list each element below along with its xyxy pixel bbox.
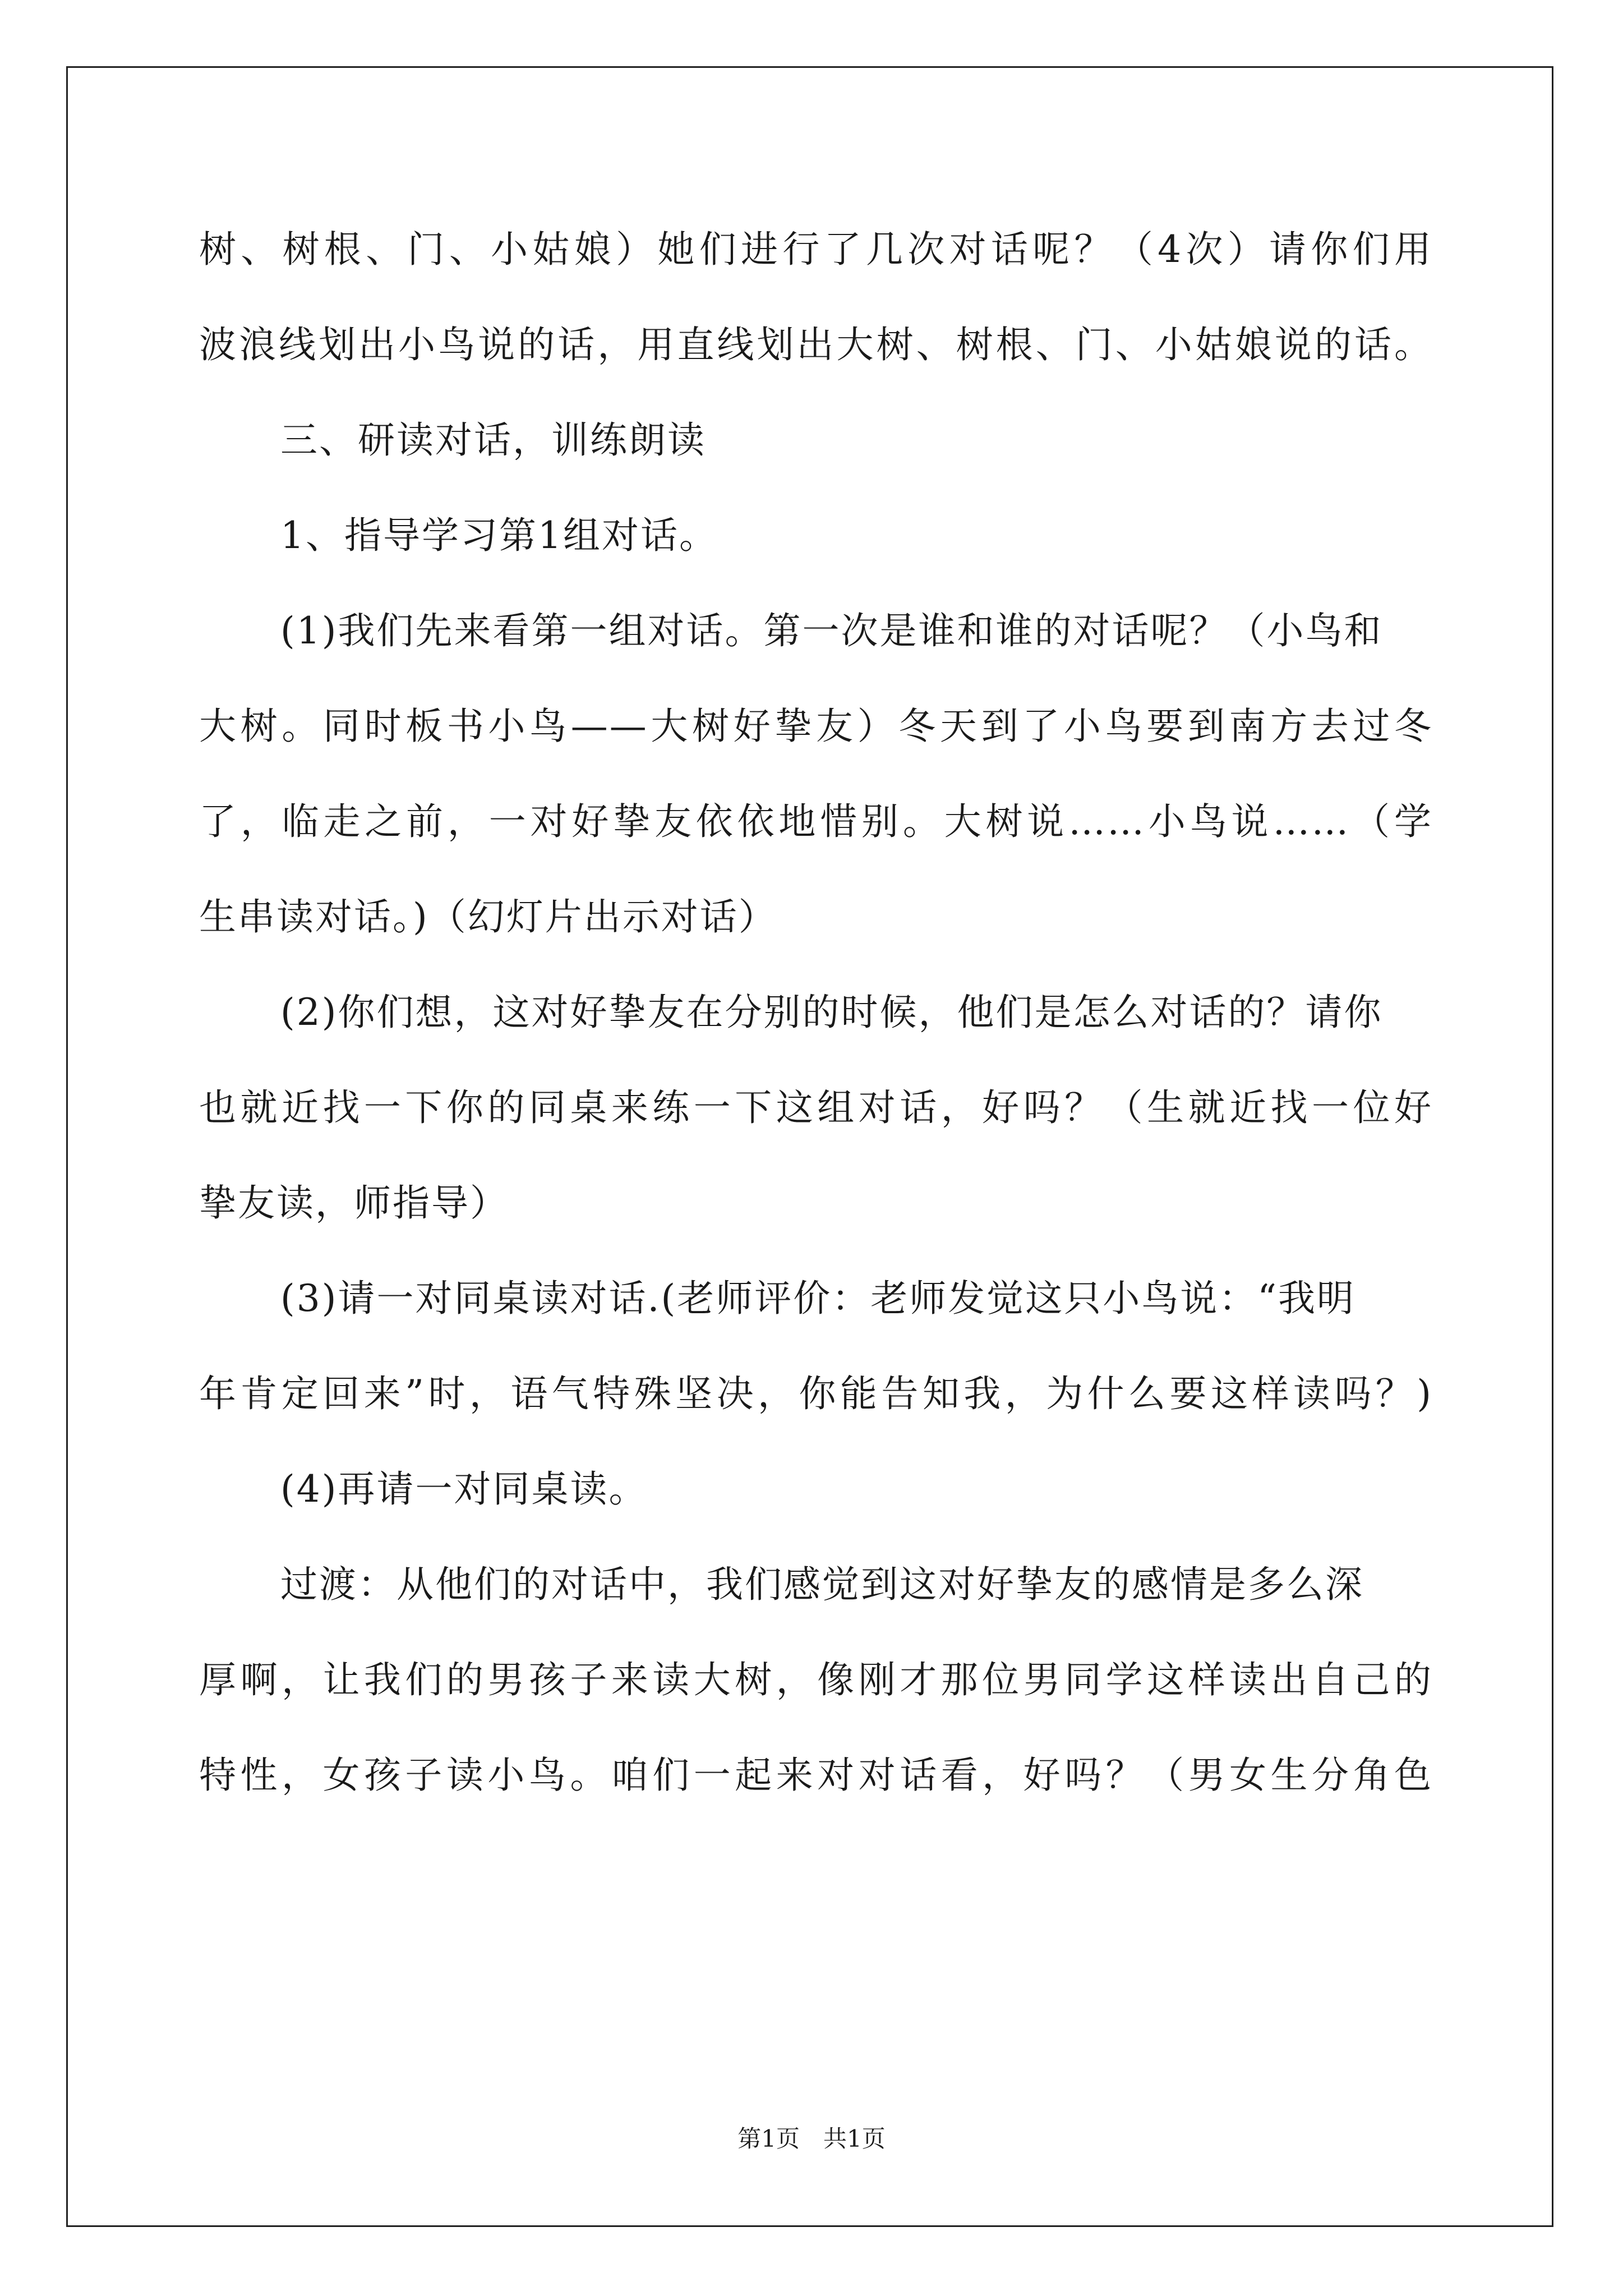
- text-line: 特性，女孩子读小鸟。咱们一起来对对话看，好吗？（男女生分角色: [199, 1754, 1433, 1797]
- text-line: 大树。同时板书小鸟——大树好挚友）冬天到了小鸟要到南方去过冬: [199, 705, 1433, 748]
- text-line: 过渡：从他们的对话中，我们感觉到这对好挚友的感情是多么深: [280, 1563, 1364, 1606]
- subsection-heading: 1、指导学习第1组对话。: [280, 514, 718, 557]
- text-line: (4)再请一对同桌读。: [280, 1467, 648, 1511]
- page-border: [66, 66, 1553, 2227]
- text-line: (2)你们想，这对好挚友在分别的时候，他们是怎么对话的？请你: [280, 991, 1383, 1034]
- text-line: (3)请一对同桌读对话.(老师评价：老师发觉这只小鸟说：“我明: [280, 1277, 1355, 1320]
- text-line: 了，临走之前，一对好挚友依依地惜别。大树说……小鸟说……（学: [199, 800, 1433, 843]
- text-line: 挚友读，师指导）: [199, 1181, 509, 1225]
- section-heading: 三、研读对话，训练朗读: [280, 418, 706, 462]
- text-line: 年肯定回来”时，语气特殊坚决，你能告知我，为什么要这样读吗？): [199, 1372, 1433, 1415]
- text-line: 也就近找一下你的同桌来练一下这组对话，好吗？（生就近找一位好: [199, 1086, 1433, 1129]
- text-line: 厚啊，让我们的男孩子来读大树，像刚才那位男同学这样读出自己的: [199, 1658, 1433, 1701]
- text-line: (1)我们先来看第一组对话。第一次是谁和谁的对话呢？（小鸟和: [280, 609, 1383, 652]
- page-number-footer: 第1页 共1页: [737, 2125, 886, 2152]
- text-line: 波浪线划出小鸟说的话，用直线划出大树、树根、门、小姑娘说的话。: [199, 323, 1433, 366]
- text-line: 生串读对话。)（幻灯片出示对话）: [199, 895, 777, 938]
- text-line: 树、树根、门、小姑娘）她们进行了几次对话呢？（4次）请你们用: [199, 228, 1433, 271]
